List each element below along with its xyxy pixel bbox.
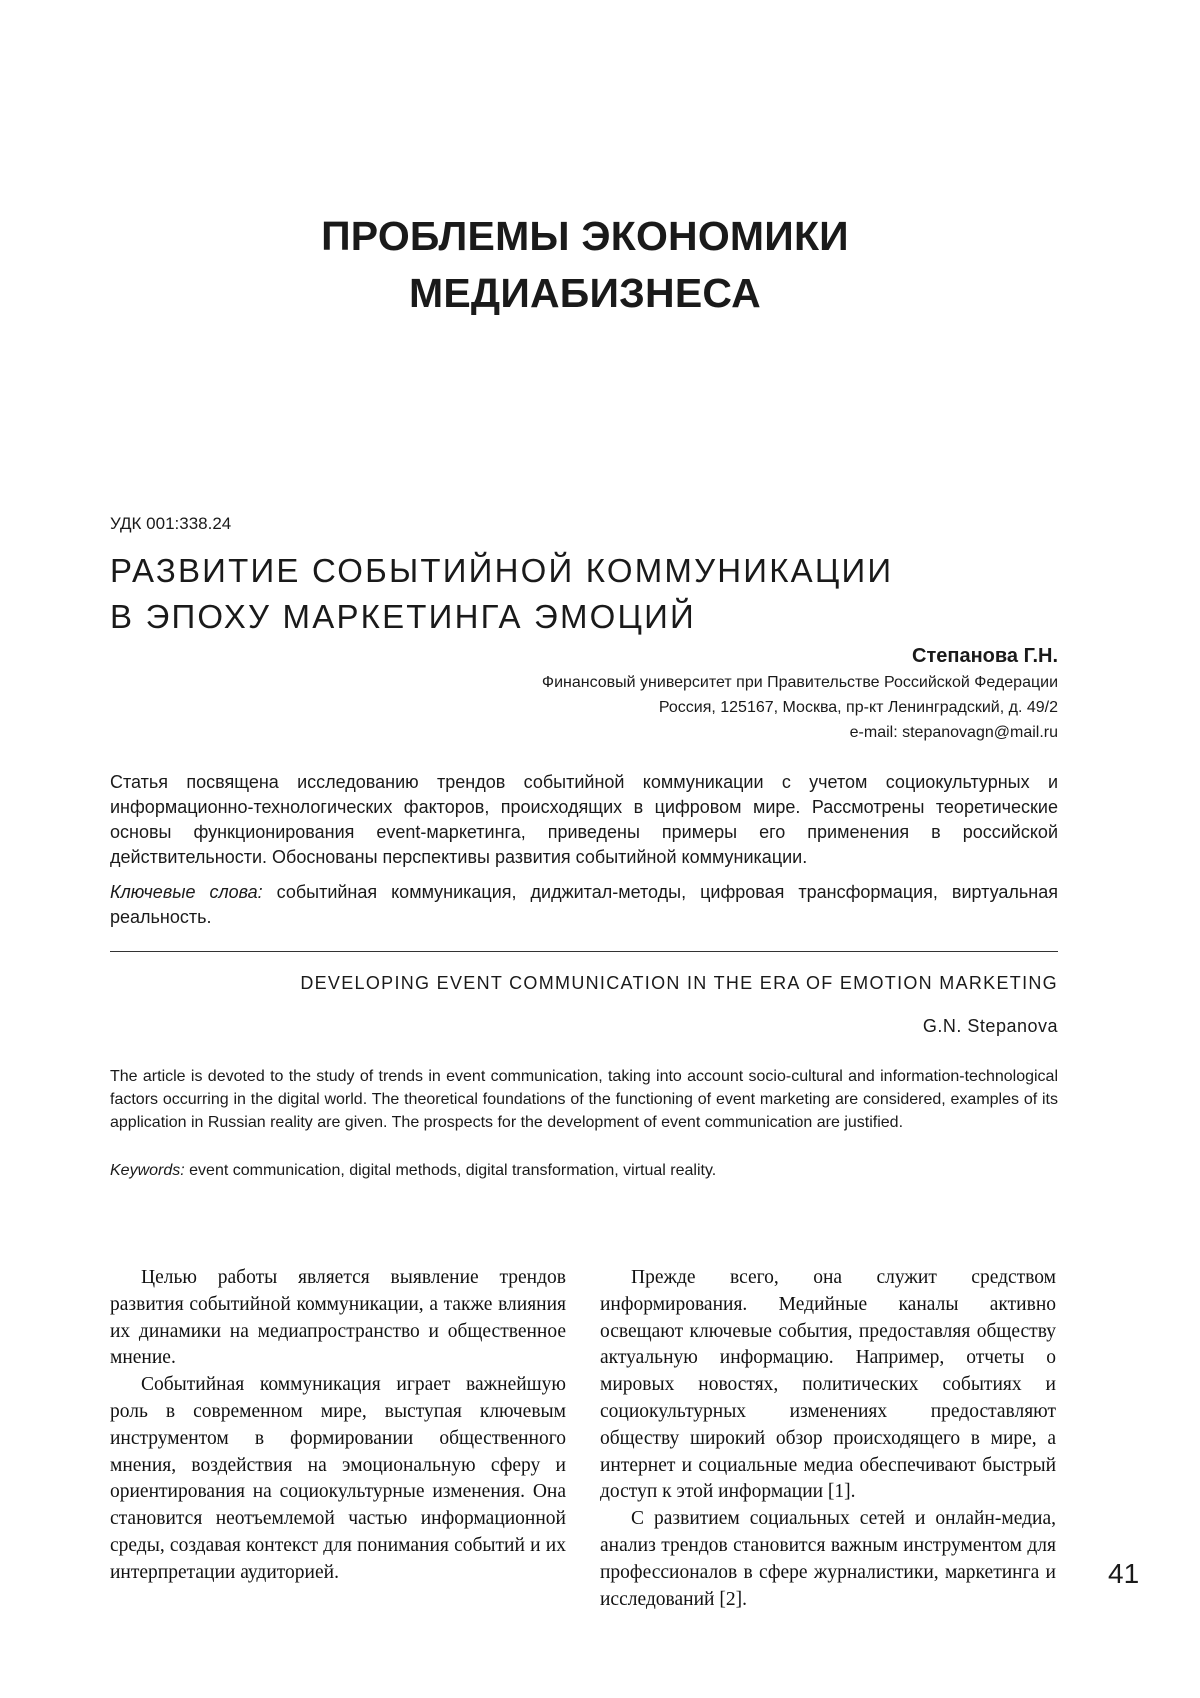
body-column-left xyxy=(110,1265,566,1587)
article-title xyxy=(110,548,1070,640)
body-paragraph: Прежде всего, она служит средством информирования. Медийные каналы активно освещают ключевые события, предоставляя обществу актуальную информацию. Например, отчеты о мировых новостях, политических событиях и социокультурных изменениях предоставляют обществу широкий обзор происходящего в мире, а интернет и социальные медиа обеспечивают быстрый доступ к этой информации [1]. xyxy=(600,1267,1056,1503)
section-title-line-1: ПРОБЛЕМЫ ЭКОНОМИКИ xyxy=(321,213,849,259)
abstract-english: The article is devoted to the study of trends in event communication, taking into account socio-cultural and information-technological factors occurring in the digital world. The theoretical foundations of the functioning of event marketing are considered, examples of its application in Russian reality are given. The prospects for the development of event communication are justified. xyxy=(110,1068,1058,1131)
english-title: DEVELOPING EVENT COMMUNICATION IN THE ERA OF EMOTION MARKETING xyxy=(300,973,1058,993)
body-column-right xyxy=(600,1265,1056,1613)
author-name: Степанова Г.Н. xyxy=(912,645,1058,667)
divider xyxy=(110,951,1058,952)
author-address: Россия, 125167, Москва, пр-кт Ленинградский, д. 49/2 xyxy=(658,699,1058,716)
keywords-en-label: Keywords: xyxy=(110,1162,185,1179)
article-title-line-1: РАЗВИТИЕ СОБЫТИЙНОЙ КОММУНИКАЦИИ xyxy=(110,552,894,589)
keywords-label: Ключевые слова: xyxy=(110,882,263,902)
body-paragraph: Целью работы является выявление трендов развития событийной коммуникации, а также влияния их динамики на медиапространство и общественное мнение. xyxy=(110,1267,566,1369)
udk-code: УДК 001:338.24 xyxy=(110,514,232,533)
article-title-line-2: В ЭПОХУ МАРКЕТИНГА ЭМОЦИЙ xyxy=(110,598,696,635)
keywords-english xyxy=(110,1159,1058,1182)
author-email[interactable]: e-mail: stepanovagn@mail.ru xyxy=(849,724,1058,741)
english-author: G.N. Stepanova xyxy=(922,1016,1058,1036)
keywords-text: событийная коммуникация, диджитал-методы, цифровая трансформация, виртуальная реальность. xyxy=(110,882,1058,927)
body-paragraph: С развитием социальных сетей и онлайн-медиа, анализ трендов становится важным инструментом для профессионалов в сфере журналистики, маркетинга и исследований [2]. xyxy=(600,1508,1056,1610)
body-paragraph: Событийная коммуникация играет важнейшую роль в современном мире, выступая ключевым инструментом в формировании общественного мнения, воздействия на эмоциональную сферу и ориентирования на социокультурные изменения. Она становится неотъемлемой частью информационной среды, создавая контекст для понимания событий и их интерпретации аудиторией. xyxy=(110,1374,566,1583)
section-title xyxy=(0,208,1170,322)
keywords-russian xyxy=(110,880,1058,930)
section-title-line-2: МЕДИАБИЗНЕСА xyxy=(409,270,761,316)
author-affiliation: Финансовый университет при Правительстве Российской Федерации xyxy=(541,674,1058,691)
page-number: 41 xyxy=(1108,1558,1140,1589)
abstract-russian: Статья посвящена исследованию трендов событийной коммуникации с учетом социокультурных и информационно-технологических факторов, происходящих в цифровом мире. Рассмотрены теоретические основы функционирования event-маркетинга, приведены примеры его применения в российской действительности. Обоснованы перспективы развития событийной коммуникации. xyxy=(110,772,1058,867)
keywords-en-text: event communication, digital methods, digital transformation, virtual reality. xyxy=(184,1162,717,1179)
author-block xyxy=(158,642,1058,745)
